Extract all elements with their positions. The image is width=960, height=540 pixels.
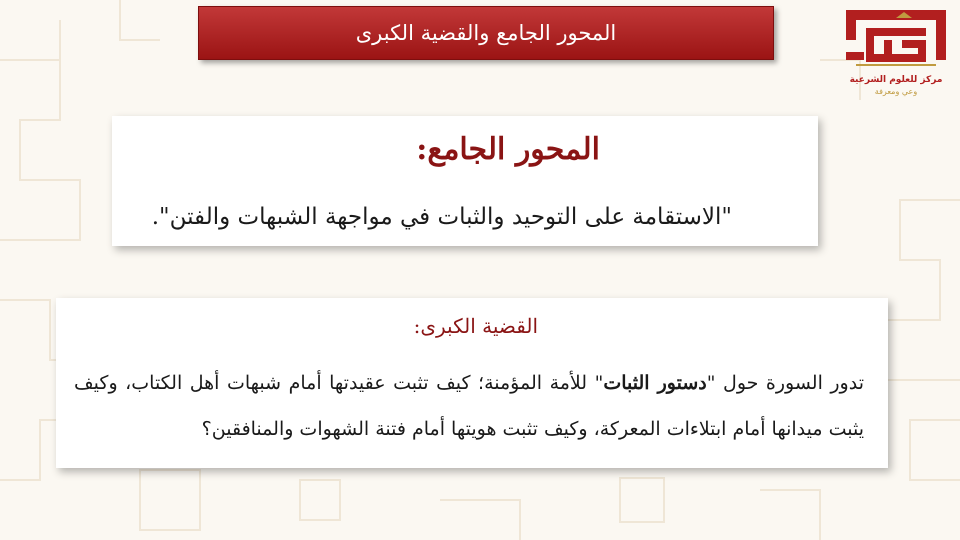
axis-card <box>112 116 818 246</box>
logo-subtitle: مركز للعلوم الشرعية <box>849 75 943 85</box>
banner-title: المحور الجامع والقضية الكبرى <box>355 21 617 45</box>
issue-text-bold: دستور الثبات <box>603 372 707 394</box>
axis-heading: المحور الجامع: <box>416 132 600 167</box>
axis-quote: "الاستقامة على التوحيد والثبات في مواجهة الشبهات والفتن". <box>151 204 732 230</box>
issue-heading: القضية الكبرى: <box>413 314 538 338</box>
issue-card <box>56 298 888 468</box>
issue-text-before: تدور السورة حول " <box>706 372 864 394</box>
logo-text <box>838 74 954 98</box>
issue-text <box>74 360 864 452</box>
logo-tagline: وعي ومعرفة <box>874 87 918 96</box>
title-banner <box>198 6 774 60</box>
issue-text-after: " للأمة المؤمنة؛ كيف تثبت عقيدتها أمام شبهات أهل الكتاب، وكيف يثبت ميدانها أمام ابتلاءات المعركة، وكيف تثبت هويتها أمام فتنة الشهوات والمنافقين؟ <box>74 372 864 440</box>
